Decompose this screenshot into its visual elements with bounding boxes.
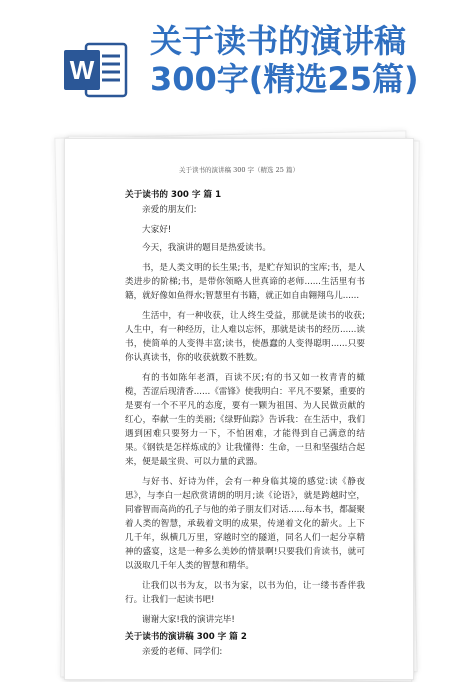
greeting: 亲爱的朋友们: xyxy=(142,205,197,215)
document-body xyxy=(125,185,365,659)
paragraph: 生活中，有一种收获，让人终生受益，那就是读书的收获;人生中，有一种经历，让人难以忘怀，那就是读书的经历......读书，使简单的人变得丰富;读书，使愚蠢的人变得聪明......只要你认真读书，你的收获就数不胜数。 xyxy=(125,311,365,363)
word-letter: W xyxy=(69,55,95,85)
document-banner xyxy=(0,0,474,120)
paragraph: 谢谢大家!我的演讲完毕! xyxy=(142,615,235,625)
word-document-icon xyxy=(62,40,128,100)
section-title: 关于读书的演讲稿 300 字 篇 2 xyxy=(125,632,247,642)
document-page xyxy=(64,138,414,680)
paragraph: 今天，我演讲的题目是热爱读书。 xyxy=(142,243,271,253)
greeting: 亲爱的老师、同学们: xyxy=(142,647,223,657)
opening-line: 大家好! xyxy=(142,225,172,235)
section-title: 关于读书的 300 字 篇 1 xyxy=(125,190,222,200)
paragraph: 与好书、好诗为伴，会有一种身临其境的感觉:读《静夜思》，与李白一起欣赏请朗的明月;读《论语》，就是跨越时空，同睿智而高尚的孔子与他的弟子朋友们对话......每本书，都凝聚着人类的智慧，承载着文明的成果，传递着文化的薪火。上下几千年，纵横几万里，穿越时空的隧道，同名人们一起分享精神的盛宴，这是一种多么美妙的情景啊!只要我们肯读书，就可以汲取几千年人类的智慧和精华。 xyxy=(125,477,365,571)
page-title xyxy=(150,22,450,98)
paragraph: 让我们以书为友，以书为家，以书为伯，让一缕书香伴我行。让我们一起读书吧! xyxy=(125,581,365,605)
paragraph: 有的书如陈年老酒，百读不厌;有的书又如一枚青青的橄榄，苦涩后现清香......《雷锋》使我明白：平凡不要紧，重要的是要有一个不平凡的态度，要有一颗为祖国、为人民做贡献的红心，奉献一生的美丽;《绿野仙踪》告诉我：在生活中，我们遇到困难只要努力一下，不怕困难，才能得到自己满意的结果。《钢铁是怎样炼成的》让我懂得：生命，一旦和坚强结合起来，便是最宝贵、可以力量的武器。 xyxy=(125,373,365,467)
paragraph: 书，是人类文明的长生果;书，是贮存知识的宝库;书，是人类进步的阶梯;书，是带你领略人世真谛的老师......生活里有书籍，就好像如鱼得水;智慧里有书籍，就正如自由翱翔鸟儿...... xyxy=(125,263,365,301)
document-running-header: 关于读书的演讲稿 300 字（精选 25 篇） xyxy=(179,166,299,174)
page-title-line-1: 关于读书的演讲稿 xyxy=(150,22,407,60)
document-preview xyxy=(60,134,416,674)
page-title-line-2: 300字(精选25篇) xyxy=(150,60,419,98)
